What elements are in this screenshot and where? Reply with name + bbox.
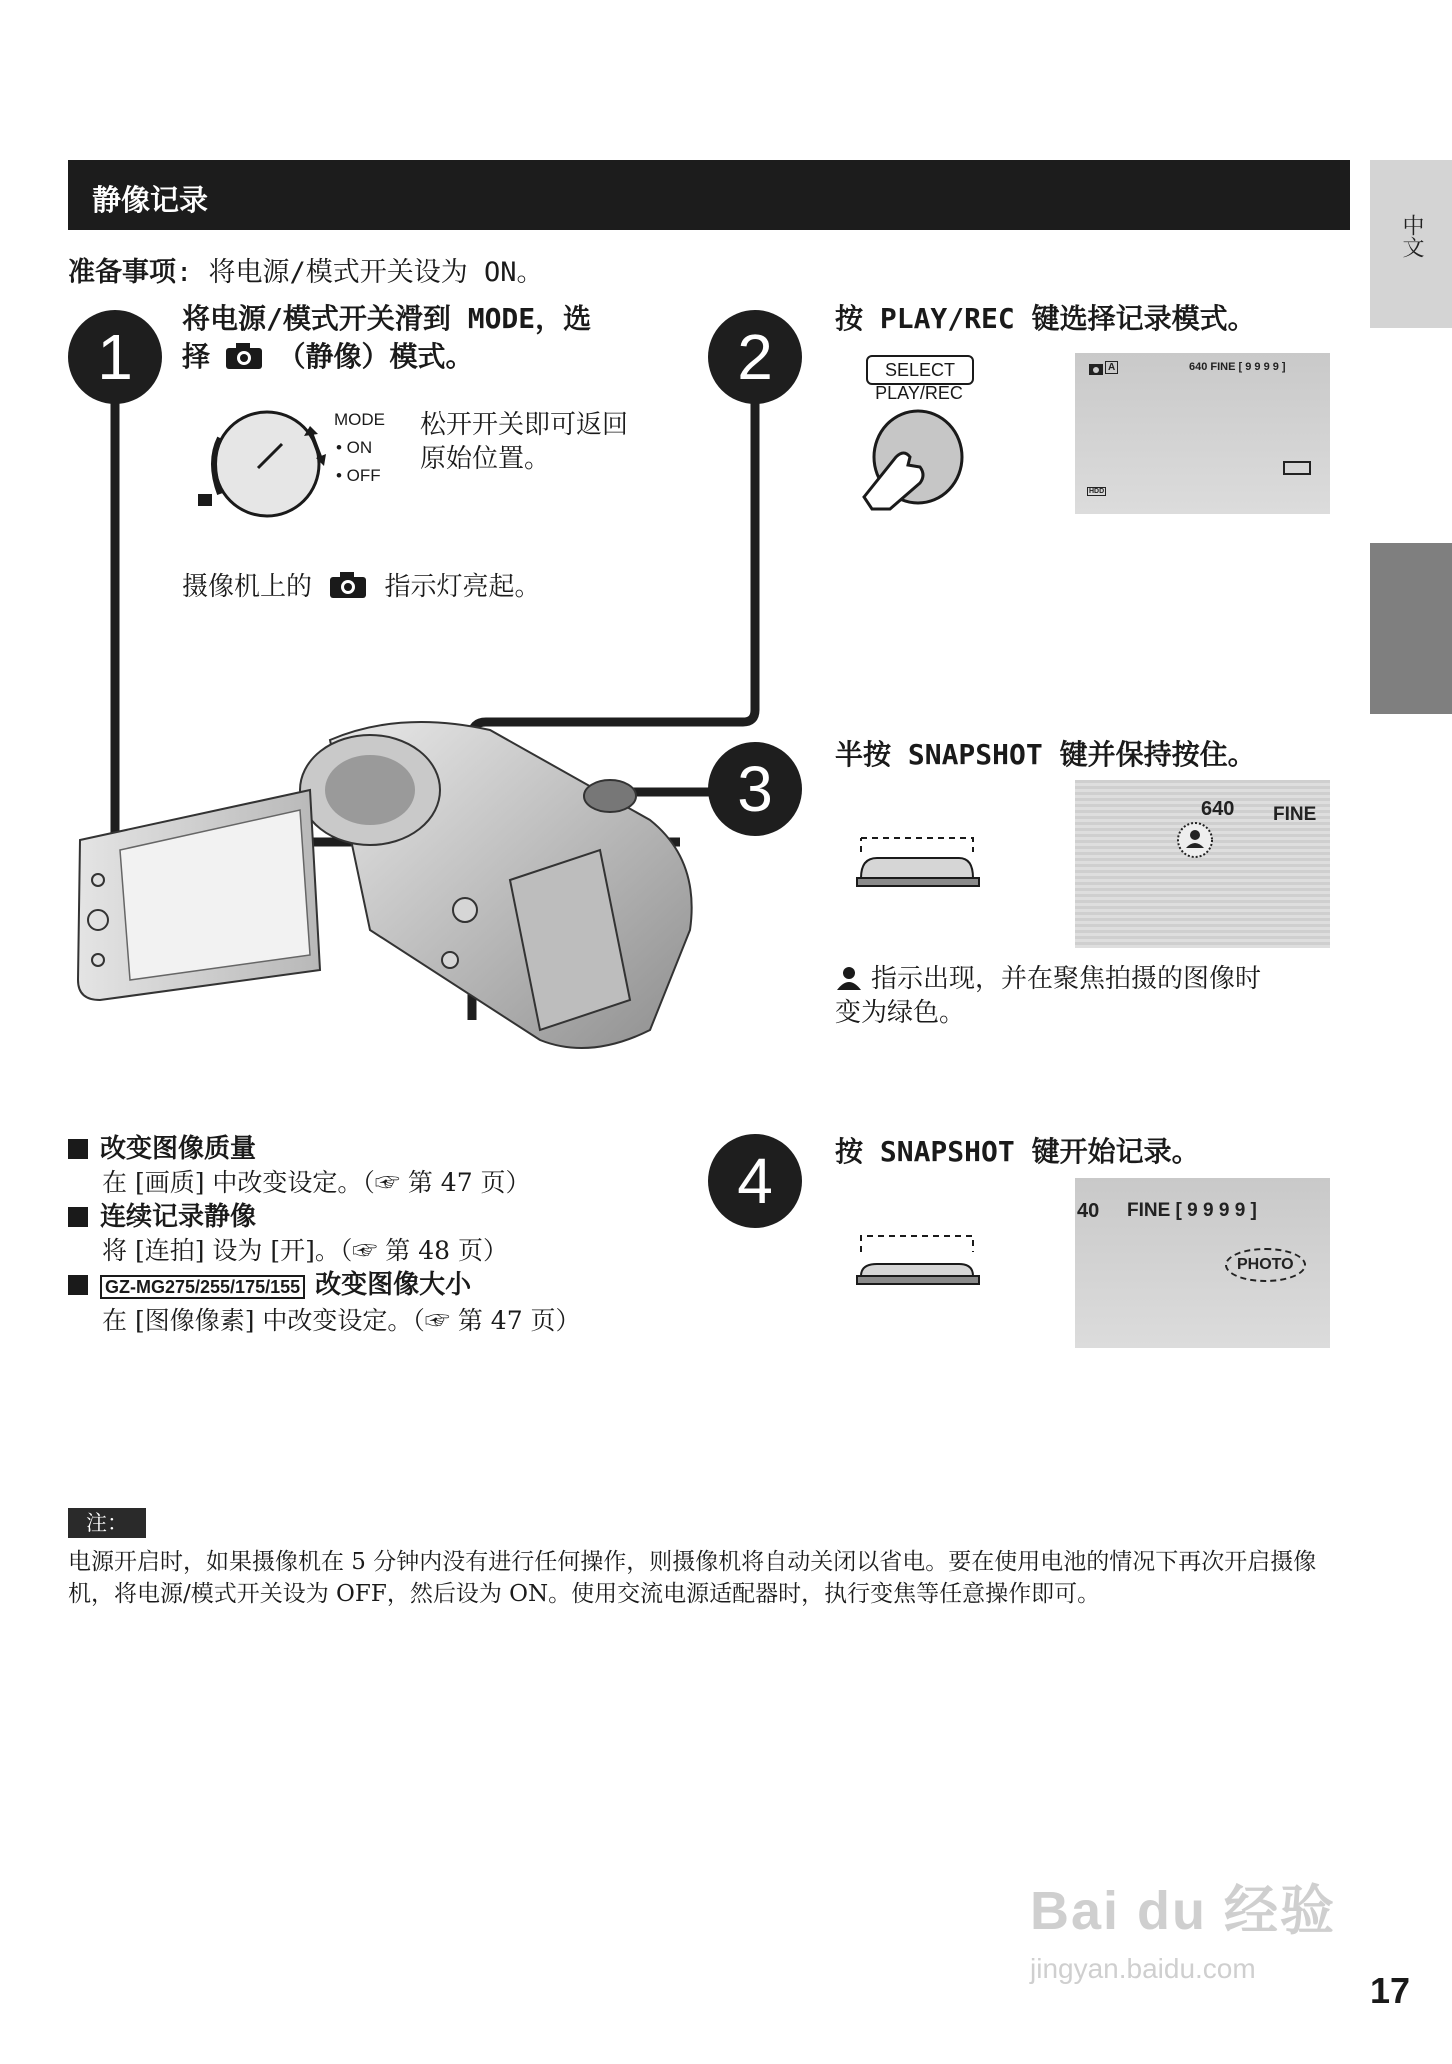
tip-title: 改变图像质量	[100, 1134, 257, 1164]
camcorder-illustration	[70, 700, 710, 1060]
step-4-title: 按 SNAPSHOT 键开始记录。	[835, 1135, 1200, 1168]
step-1-title-post: （静像）模式。	[277, 340, 474, 373]
page-number: 17	[1370, 1970, 1411, 2011]
preparation-text: : 将电源/模式开关设为 ON。	[176, 257, 544, 288]
preparation-label: 准备事项	[68, 257, 176, 288]
release-note-line2: 原始位置。	[420, 444, 551, 474]
select-label: SELECT	[866, 355, 974, 385]
tip-text: 在 [图像像素] 中改变设定。（☞ 第 47 页）	[102, 1306, 581, 1335]
lamp-note	[182, 570, 541, 604]
step-3-number: 3	[708, 742, 802, 836]
bullet-square-icon	[68, 1139, 88, 1159]
step-1-title-line1: 将电源/模式开关滑到 MODE，选	[182, 302, 592, 335]
language-tab-label: 中文	[1399, 214, 1424, 258]
focus-note-line1: 指示出现，并在聚焦拍摄的图像时	[871, 964, 1262, 994]
snapshot-half-press-icon	[855, 830, 980, 894]
auto-mode-badge: A	[1105, 361, 1118, 374]
release-note	[420, 408, 628, 476]
tip-text: 将 [连拍] 设为 [开]。（☞ 第 48 页）	[102, 1236, 509, 1265]
camera-icon	[224, 342, 264, 370]
focus-note	[835, 962, 1261, 1030]
tip-title: 连续记录静像	[100, 1202, 257, 1232]
step-2-title: 按 PLAY/REC 键选择记录模式。	[835, 302, 1256, 335]
watermark-brand: Bai du 经验	[1030, 1881, 1337, 1941]
tip-item	[68, 1200, 708, 1268]
tip-text: 在 [画质] 中改变设定。（☞ 第 47 页）	[102, 1168, 531, 1197]
snapshot-full-press-icon	[855, 1228, 980, 1292]
section-title: 静像记录	[92, 183, 209, 217]
watermark-url: jingyan.baidu.com	[1030, 1953, 1256, 1984]
screen-resolution: 640	[1201, 798, 1235, 820]
dial-mode-label: MODE	[334, 410, 385, 429]
bullet-square-icon	[68, 1207, 88, 1227]
screen-status-text: 640 FINE [ 9 9 9 9 ]	[1189, 361, 1286, 373]
photo-indicator: PHOTO	[1225, 1248, 1306, 1282]
lamp-note-pre: 摄像机上的	[182, 572, 313, 602]
focus-indicator-icon	[1175, 820, 1215, 860]
note-label: 注：	[68, 1508, 146, 1538]
lcd-screen-step3	[1075, 780, 1330, 948]
step-1-title-line2	[182, 338, 474, 376]
step-4-number: 4	[708, 1134, 802, 1228]
step-1-number: 1	[68, 310, 162, 404]
step-2-number: 2	[708, 310, 802, 404]
battery-icon	[1283, 461, 1311, 475]
model-badge: GZ-MG275/255/175/155	[100, 1275, 305, 1299]
lcd-screen-step4	[1075, 1178, 1330, 1348]
hdd-indicator: HDD	[1089, 488, 1105, 495]
tips-list	[68, 1132, 708, 1336]
release-note-line1: 松开开关即可返回	[420, 410, 629, 440]
person-focus-icon	[835, 966, 863, 990]
tip-item	[68, 1268, 708, 1336]
dial-off-label: • OFF	[336, 466, 381, 485]
step-3-title: 半按 SNAPSHOT 键并保持按住。	[835, 738, 1256, 771]
play-rec-button[interactable]	[850, 405, 970, 515]
screen-quality-4: FINE [ 9 9 9 9 ]	[1127, 1200, 1257, 1221]
bullet-square-icon	[68, 1275, 88, 1295]
screen-quality: FINE	[1273, 804, 1317, 825]
note-text: 电源开启时，如果摄像机在 5 分钟内没有进行任何操作，则摄像机将自动关闭以省电。要在使用电池的情况下再次开启摄像机，将电源/模式开关设为 OFF，然后设为 ON。使用交流电源适配器时，执行变焦等任意操作即可。	[68, 1549, 1317, 1607]
focus-note-line2: 变为绿色。	[835, 998, 966, 1028]
dial-labels	[334, 406, 385, 490]
camera-lamp-icon	[328, 571, 368, 599]
step-1-title-pre: 择	[182, 340, 211, 373]
tip-title: 改变图像大小	[315, 1270, 472, 1300]
lamp-note-post: 指示灯亮起。	[384, 572, 541, 602]
tip-item	[68, 1132, 708, 1200]
play-rec-label: PLAY/REC	[875, 383, 963, 403]
watermark	[1030, 1868, 1370, 1998]
screen-resolution-4: 40	[1077, 1200, 1100, 1222]
dial-on-label: • ON	[336, 438, 373, 457]
lcd-screen-step2	[1075, 353, 1330, 514]
